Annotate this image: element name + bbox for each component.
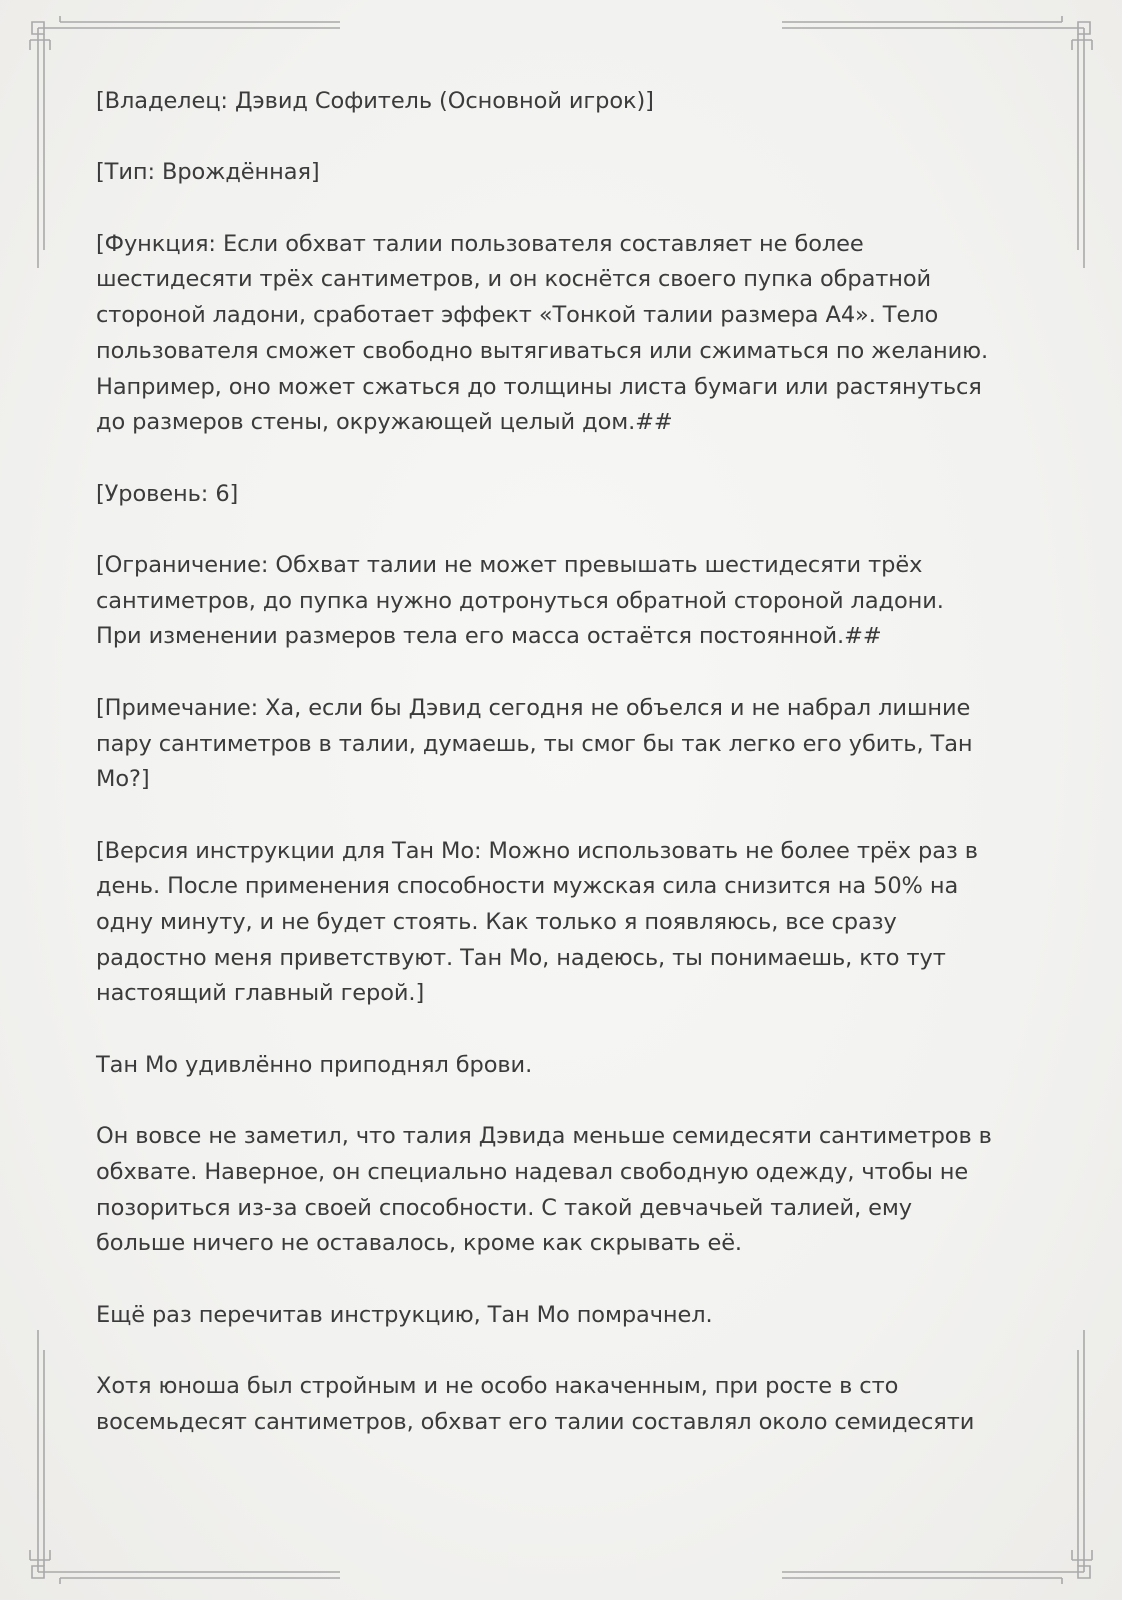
paragraph-owner: [Владелец: Дэвид Софитель (Основной игрок)] — [96, 88, 654, 114]
paragraph-function: [Функция: Если обхват талии пользователя составляет не более шестидесяти трёх сантиметров, и он коснётся своего пупка обратной стороной ладони, сработает эффект «Тонкой талии размера А4». Тело пользователя сможет свободно вытягиваться или сжиматься по желанию. Например, оно может сжаться до толщины листа бумаги или растянуться до размеров стены, окружающей целый дом.## — [96, 230, 989, 436]
paragraph-restriction: [Ограничение: Обхват талии не может превышать шестидесяти трёх сантиметров, до пупка нужно дотронуться обратной стороной ладони. При изменении размеров тела его масса остаётся постоянной.## — [96, 552, 944, 650]
paragraph-level: [Уровень: 6] — [96, 480, 239, 507]
paragraph-narrative-3: Ещё раз перечитав инструкцию, Тан Мо помрачнел. — [96, 1301, 713, 1328]
paragraph-type: [Тип: Врождённая] — [96, 159, 320, 186]
paragraph-narrative-1: Тан Мо удивлённо приподнял брови. — [96, 1051, 533, 1078]
paragraph-narrative-2: Он вовсе не заметил, что талия Дэвида меньше семидесяти сантиметров в обхвате. Наверное, он специально надевал свободную одежду, чтобы не позориться из-за своей способности. С такой девчачьей талией, ему больше ничего не оставалось, кроме как скрывать её. — [96, 1123, 992, 1257]
paragraph-instruction-version: [Версия инструкции для Тан Мо: Можно использовать не более трёх раз в день. После применения способности мужская сила снизится на 50% на одну минуту, и не будет стоять. Как только я появляюсь, все сразу радостно меня приветствуют. Тан Мо, надеюсь, ты понимаешь, кто тут настоящий главный герой.] — [96, 837, 978, 1007]
document-body — [96, 84, 1036, 1441]
paragraph-narrative-4: Хотя юноша был стройным и не особо накаченным, при росте в сто восемьдесят сантиметров, обхват его талии составлял около семидесяти — [96, 1373, 975, 1435]
paragraph-note: [Примечание: Ха, если бы Дэвид сегодня не объелся и не набрал лишние пару сантиметров в талии, думаешь, ты смог бы так легко его убить, Тан Мо?] — [96, 694, 973, 793]
